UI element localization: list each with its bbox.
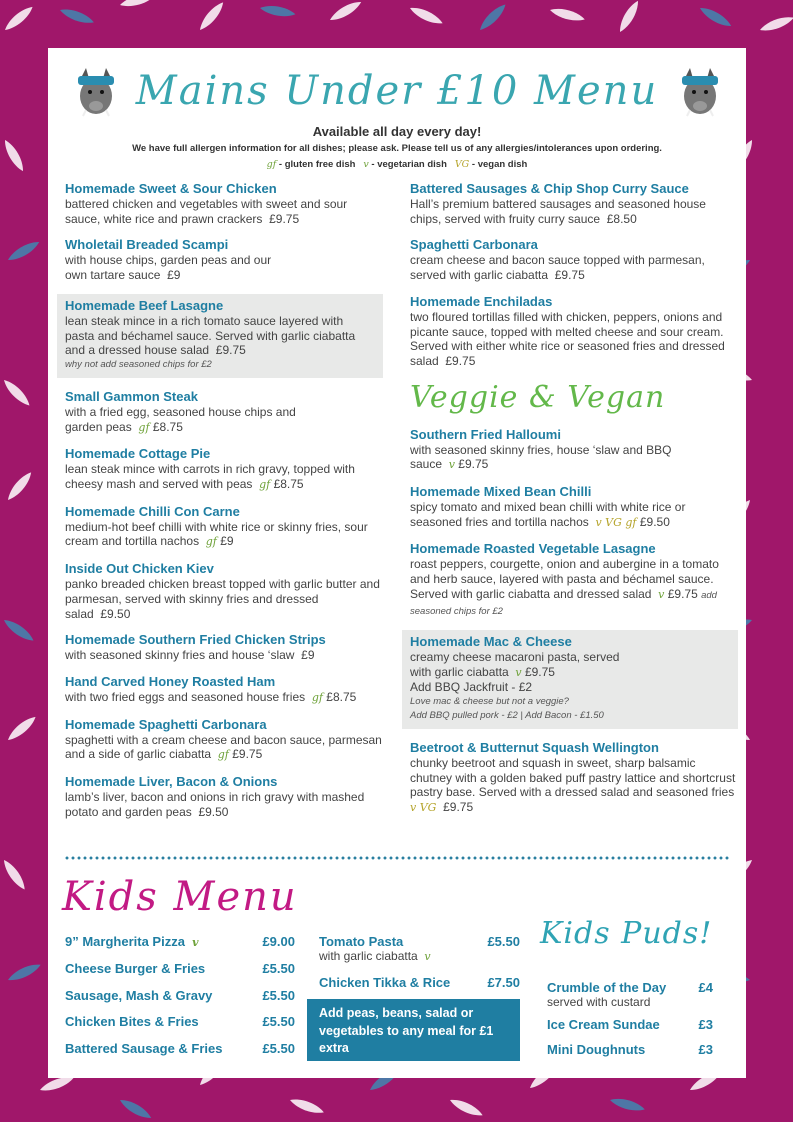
dish-item: [410, 294, 740, 369]
dish-item: [65, 674, 383, 706]
dish-price: £9: [220, 534, 234, 549]
dish-item: [65, 561, 383, 621]
dish-name: Homemade Liver, Bacon & Onions: [65, 774, 278, 790]
dish-price: £9.50: [639, 514, 670, 529]
menu-title: Mains Under £10 Menu: [135, 68, 659, 114]
kids-item-price: £5.50: [262, 987, 295, 1003]
dish-item: [410, 427, 740, 473]
dish-item: [410, 484, 740, 530]
vegetarian-tag: v: [515, 665, 522, 679]
dish-description: roast peppers, courgette, onion and aubergine in a tomato and herb sauce, layered with pasta and béchamel sauce. Served with garlic ciabatta and dressed salad v £9.75 add seasoned chips for £2: [410, 557, 719, 617]
kids-item-name: Cheese Burger & Fries: [65, 960, 206, 976]
dish-price: £9.75: [667, 586, 698, 601]
dish-item: [65, 504, 383, 550]
dish-item: [65, 237, 383, 282]
kids-item-name: Chicken Tikka & Rice: [319, 975, 451, 990]
pud-name: Crumble of the Day: [547, 980, 667, 995]
dish-item: [65, 181, 383, 226]
dish-price: £9.75: [445, 353, 476, 368]
kids-item: [65, 1041, 295, 1068]
dish-item: [410, 237, 740, 282]
dish-item: [410, 541, 740, 618]
dish-description: creamy cheese macaroni pasta, served with garlic ciabatta v £9.75: [410, 649, 620, 679]
dish-description: lean steak mince in a rich tomato sauce layered with pasta and béchamel sauce. Served with garlic ciabatta and a dressed house salad £9.75: [65, 313, 356, 358]
dish-description: with a fried egg, seasoned house chips and garden peas gf £8.75: [65, 404, 296, 434]
dish-name: Homemade Enchiladas: [410, 293, 553, 309]
pud-name: Mini Doughnuts: [547, 1042, 646, 1057]
kids-item-price: £5.50: [262, 960, 295, 976]
dish-name: Homemade Cottage Pie: [65, 446, 211, 462]
mains-right-column: [410, 181, 740, 827]
pud-item: [547, 1042, 713, 1057]
dotted-divider: [64, 856, 730, 860]
dish-price: £8.75: [152, 419, 183, 434]
dish-description: panko breaded chicken breast topped with garlic butter and parmesan, served with skinny fries and dressed salad £9.50: [65, 577, 380, 621]
dish-name: Battered Sausages & Chip Shop Curry Sauce: [410, 181, 689, 196]
dish-name: Homemade Sweet & Sour Chicken: [65, 181, 277, 196]
dish-description: with two fried eggs and seasoned house fries gf £8.75: [65, 689, 357, 704]
mains-left-column: [65, 181, 383, 830]
vg-symbol: VG: [454, 159, 470, 170]
diet-tags: v VG: [410, 801, 437, 815]
vegetarian-tag: v: [192, 936, 199, 949]
pud-name: Ice Cream Sundae: [547, 1017, 660, 1032]
kids-item-sub: with garlic ciabatta v: [319, 949, 431, 963]
dish-name: Inside Out Chicken Kiev: [65, 561, 214, 577]
gluten-free-tag: gf: [259, 478, 271, 492]
gluten-free-tag: gf: [217, 748, 229, 762]
kids-item-price: £9.00: [262, 934, 295, 949]
dish-name: Southern Fried Halloumi: [410, 426, 561, 442]
vegetarian-tag: v: [448, 458, 455, 472]
pud-item: [547, 980, 713, 995]
dish-description: battered chicken and vegetables with sweet and sour sauce, white rice and prawn crackers £9.75: [65, 197, 348, 226]
dish-description: with seasoned skinny fries and house ‘slaw £9: [65, 648, 315, 663]
dish-note: why not add seasoned chips for £2: [65, 358, 212, 370]
dish-price: £9.75: [232, 747, 263, 762]
vegetarian-tag: v: [658, 587, 665, 601]
dish-name: Homemade Spaghetti Carbonara: [65, 716, 267, 732]
pud-sub: served with custard: [547, 995, 651, 1009]
menu-subtitle: Available all day every day!: [312, 124, 482, 139]
dish-price: £9.75: [524, 664, 555, 679]
kids-menu-list: [65, 934, 295, 1068]
kids-item-price: £5.50: [487, 934, 520, 949]
kids-puds-list: [547, 980, 713, 1057]
dish-price: £9.75: [269, 211, 300, 226]
kids-item: [65, 961, 295, 988]
kids-item-name: Sausage, Mash & Gravy: [65, 987, 213, 1003]
v-symbol: v: [363, 159, 369, 170]
dish-description: with house chips, garden peas and our own tartare sauce £9: [65, 253, 272, 283]
dish-description: spaghetti with a cream cheese and bacon sauce, parmesan and a side of garlic ciabatta gf £9.75: [65, 732, 382, 762]
kids-menu-title: Kids Menu: [62, 874, 298, 920]
dish-price: £8.75: [273, 477, 304, 492]
dish-name: Homemade Southern Fried Chicken Strips: [65, 632, 326, 648]
dish-description: with seasoned skinny fries, house ‘slaw and BBQ sauce v £9.75: [410, 442, 672, 472]
kids-menu-middle: [319, 934, 520, 990]
dish-description: lamb’s liver, bacon and onions in rich gravy with mashed potato and garden peas £9.50: [65, 790, 365, 819]
dish-item: [65, 632, 383, 663]
dish-name: Beetroot & Butternut Squash Wellington: [410, 739, 659, 755]
kids-item: [319, 975, 520, 990]
dish-note: Add BBQ pulled pork - £2 | Add Bacon - £1.50: [410, 709, 604, 721]
dish-price: £8.75: [326, 689, 357, 704]
dish-item: [410, 181, 740, 226]
dish-name: Homemade Chilli Con Carne: [65, 503, 240, 519]
dish-price: £8.50: [606, 211, 637, 226]
diet-tags: v VG gf: [595, 515, 637, 529]
v-legend-text: - vegetarian dish: [368, 159, 447, 170]
vegetarian-tag: v: [424, 950, 431, 963]
menu-card: [48, 48, 746, 1078]
gf-symbol: gf: [266, 159, 277, 170]
pud-item: [547, 1017, 713, 1032]
dish-price: £9.75: [554, 268, 585, 283]
kids-item-name: Tomato Pasta: [319, 934, 404, 949]
gf-legend-text: - gluten free dish: [276, 159, 356, 170]
dish-item: [65, 389, 383, 435]
dish-description: chunky beetroot and squash in sweet, sharp balsamic chutney with a golden baked puff pastry lattice and shortcrust pastry base. Served with a dressed salad and seasoned fries v VG £9.75: [410, 755, 736, 815]
dish-description: medium-hot beef chilli with white rice or skinny fries, sour cream and tortilla nachos gf £9: [65, 519, 368, 549]
dish-item: [65, 774, 383, 819]
dish-name: Hand Carved Honey Roasted Ham: [65, 673, 276, 689]
gluten-free-tag: gf: [138, 420, 150, 434]
dish-item: [65, 446, 383, 492]
diet-legend: [48, 159, 746, 170]
gluten-free-tag: gf: [311, 690, 323, 704]
dish-item-highlighted: [57, 294, 383, 378]
dish-item: [410, 740, 740, 816]
dish-name: Homemade Mixed Bean Chilli: [410, 484, 592, 500]
kids-item-price: £5.50: [262, 1041, 295, 1057]
vg-legend-text: - vegan dish: [469, 159, 528, 170]
kids-item-price: £5.50: [262, 1014, 295, 1030]
extras-banner: Add peas, beans, salad or vegetables to any meal for £1 extra: [307, 999, 520, 1061]
dish-description: spicy tomato and mixed bean chilli with white rice or seasoned fries and tortilla nachos v VG gf £9.50: [410, 500, 686, 529]
kids-item: [319, 934, 520, 949]
pud-price: £4: [698, 980, 713, 995]
dish-description: Hall’s premium battered sausages and seasoned house chips, served with fruity curry sauce £8.50: [410, 197, 706, 226]
pud-price: £3: [698, 1017, 713, 1032]
kids-item: [65, 934, 295, 961]
dish-description: lean steak mince with carrots in rich gravy, topped with cheesy mash and served with peas gf £8.75: [65, 462, 355, 492]
dish-description: cream cheese and bacon sauce topped with parmesan, served with garlic ciabatta £9.75: [410, 253, 705, 283]
dish-price: £9.50: [198, 804, 229, 819]
kids-item-name: 9” Margherita Pizza: [65, 934, 185, 949]
kids-item-price: £7.50: [487, 975, 520, 990]
veggie-section-title: Veggie & Vegan: [410, 379, 666, 415]
dish-name: Homemade Mac & Cheese: [410, 633, 572, 649]
dish-note: Love mac & cheese but not a veggie?: [410, 695, 569, 707]
dish-name: Homemade Roasted Vegetable Lasagne: [410, 541, 656, 557]
dish-name: Spaghetti Carbonara: [410, 237, 538, 253]
dish-extra: Add BBQ Jackfruit - £2: [410, 680, 533, 695]
dish-item: [65, 717, 383, 763]
kids-puds-title: Kids Puds!: [540, 916, 713, 951]
kids-item: [65, 988, 295, 1015]
kids-item-name: Battered Sausage & Fries: [65, 1041, 223, 1057]
dish-name: Wholetail Breaded Scampi: [65, 237, 229, 253]
dish-description: two floured tortillas filled with chicken, peppers, onions and picante sauce, topped with melted cheese and sour cream. Served with either white rice or seasoned fries and dressed salad £9.75: [410, 309, 725, 368]
dish-price: £9: [301, 648, 315, 663]
dish-price: £9.75: [443, 800, 474, 815]
dish-price: £9.50: [100, 606, 131, 621]
dish-price: £9: [167, 268, 181, 283]
dish-item-highlighted: [402, 630, 738, 729]
dish-note: add seasoned chips for £2: [410, 589, 717, 617]
dish-name: Homemade Beef Lasagne: [65, 297, 224, 313]
dish-price: £9.75: [215, 343, 246, 358]
dish-name: Small Gammon Steak: [65, 388, 198, 404]
kids-item-name: Chicken Bites & Fries: [65, 1014, 199, 1030]
pud-price: £3: [698, 1042, 713, 1057]
allergen-note: We have full allergen information for all dishes; please ask. Please tell us of any allergies/intolerances upon ordering.: [132, 143, 662, 154]
dish-price: £9.75: [458, 457, 489, 472]
kids-item: [65, 1014, 295, 1041]
gluten-free-tag: gf: [205, 535, 217, 549]
